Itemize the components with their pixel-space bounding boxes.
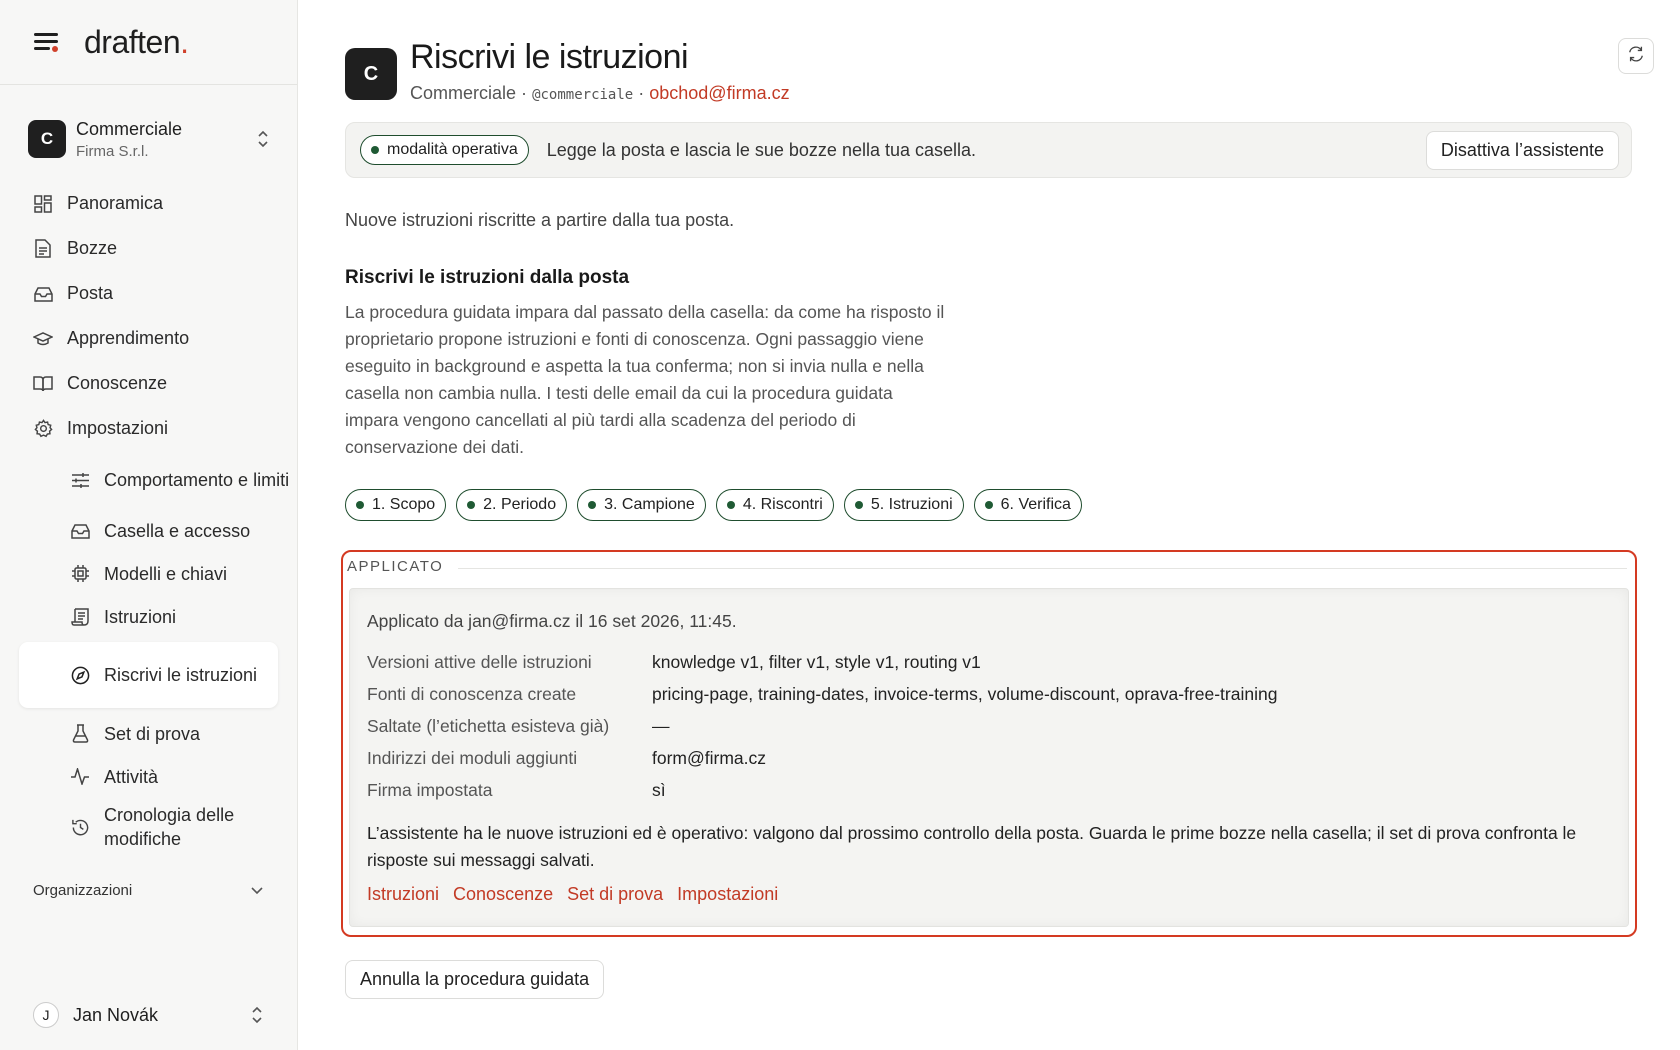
nav-label: Impostazioni	[67, 418, 169, 438]
sub-label: Attività	[104, 766, 159, 787]
sidebar-item-set-di-prova[interactable]	[0, 712, 297, 755]
step-dot	[588, 501, 596, 509]
step-riscontri[interactable]	[716, 489, 834, 521]
step-label: 4. Riscontri	[742, 496, 823, 513]
applied-links	[367, 884, 1611, 905]
detail-row	[367, 710, 1611, 742]
detail-key: Saltate (l’etichetta esisteva già)	[367, 715, 610, 736]
step-dot	[985, 501, 993, 509]
sidebar-item-modelli[interactable]	[0, 552, 297, 595]
nav-item-impostazioni[interactable]	[0, 406, 297, 451]
sub-label: Casella e accesso	[104, 520, 251, 541]
chevron-up-down-icon	[257, 130, 269, 148]
applied-by: Applicato da jan@firma.cz il 16 set 2026, 11:45.	[367, 611, 737, 631]
status-banner	[345, 122, 1632, 178]
applied-details	[367, 646, 1611, 806]
chip-icon	[70, 564, 90, 584]
sidebar-item-casella[interactable]	[0, 509, 297, 552]
assistant-avatar: C	[345, 48, 397, 100]
compass-icon	[70, 665, 90, 685]
sub-label: Modelli e chiavi	[104, 563, 228, 584]
nav-item-bozze[interactable]	[0, 226, 297, 271]
applied-card	[349, 588, 1629, 927]
org-switcher[interactable]	[0, 117, 297, 161]
detail-row	[367, 678, 1611, 710]
link-impostazioni[interactable]: Impostazioni	[677, 884, 779, 904]
step-dot	[727, 501, 735, 509]
detail-value: form@firma.cz	[652, 747, 767, 768]
nav-label: Panoramica	[67, 193, 164, 213]
lead-text: Nuove istruzioni riscritte a partire dalla tua posta.	[345, 210, 735, 230]
status-badge	[360, 135, 529, 165]
step-dot	[467, 501, 475, 509]
dashboard-icon	[33, 194, 53, 214]
sidebar-item-cronologia[interactable]	[0, 798, 297, 856]
page-title: Riscrivi le istruzioni	[410, 38, 689, 76]
sub-label: Istruzioni	[104, 606, 177, 627]
nav-label: Conoscenze	[67, 373, 168, 393]
nav-label: Posta	[67, 283, 114, 303]
gear-icon	[33, 419, 53, 439]
page-subtitle	[410, 83, 790, 104]
link-set-di-prova[interactable]: Set di prova	[567, 884, 664, 904]
wizard-steps	[345, 489, 1680, 521]
flask-icon	[70, 724, 90, 744]
user-menu[interactable]	[33, 1002, 263, 1028]
sub-label: Set di prova	[104, 723, 201, 744]
main-content	[345, 0, 1680, 989]
page-header	[345, 38, 1680, 104]
detail-value: —	[652, 715, 670, 736]
step-dot	[356, 501, 364, 509]
detail-key: Firma impostata	[367, 779, 493, 800]
inbox-icon	[33, 284, 53, 304]
step-label: 3. Campione	[604, 496, 695, 513]
applied-label: APPLICATO	[347, 558, 444, 575]
nav-label: Apprendimento	[67, 328, 190, 348]
status-dot	[371, 146, 379, 154]
brand-bar	[0, 0, 297, 85]
link-conoscenze[interactable]: Conoscenze	[453, 884, 554, 904]
separator: ·	[521, 83, 528, 103]
assistant-handle: @commerciale	[532, 87, 634, 103]
sidebar-item-riscrivi[interactable]	[19, 642, 278, 708]
sliders-icon	[70, 470, 90, 490]
step-istruzioni[interactable]	[844, 489, 964, 521]
chevron-down-icon	[251, 882, 263, 899]
banner-text: Legge la posta e lascia le sue bozze nella tua casella.	[546, 139, 977, 160]
deactivate-assistant-button[interactable]: Disattiva l’assistente	[1426, 131, 1619, 170]
nav-item-apprendimento[interactable]	[0, 316, 297, 361]
cancel-wizard-button[interactable]: Annulla la procedura guidata	[345, 960, 604, 999]
nav-item-posta[interactable]	[0, 271, 297, 316]
mode-label: modalità operativa	[387, 141, 518, 158]
step-scopo[interactable]	[345, 489, 446, 521]
detail-value: sì	[652, 779, 666, 800]
sub-label: Comportamento e limiti	[104, 470, 290, 490]
organizations-toggle[interactable]	[0, 870, 297, 910]
detail-value: knowledge v1, filter v1, style v1, routing v1	[652, 651, 981, 672]
refresh-icon	[1627, 45, 1645, 68]
org-name: Commerciale	[76, 118, 183, 139]
graduation-cap-icon	[33, 329, 53, 349]
brand-logo: draften.	[84, 23, 189, 60]
step-label: 1. Scopo	[372, 496, 436, 513]
nav-item-conoscenze[interactable]	[0, 361, 297, 406]
org-company: Firma S.r.l.	[76, 142, 149, 160]
separator: ·	[638, 83, 645, 103]
menu-icon[interactable]	[34, 32, 60, 52]
activity-icon	[70, 767, 90, 787]
assistant-email[interactable]: obchod@firma.cz	[649, 83, 790, 103]
step-label: 5. Istruzioni	[870, 496, 953, 513]
applied-section	[341, 550, 1637, 937]
step-periodo[interactable]	[456, 489, 567, 521]
link-istruzioni[interactable]: Istruzioni	[367, 884, 440, 904]
document-icon	[33, 239, 53, 259]
applied-note: L’assistente ha le nuove istruzioni ed è operativo: valgono dal prossimo controllo della posta. Guarda le prime bozze nella casella; il set di prova confronta le risposte sui messaggi salvati.	[367, 823, 1577, 870]
detail-row	[367, 774, 1611, 806]
nav-item-panoramica[interactable]	[0, 181, 297, 226]
sidebar-item-comportamento[interactable]	[0, 451, 297, 509]
step-campione[interactable]	[577, 489, 706, 521]
assistant-name: Commerciale	[410, 83, 517, 103]
divider	[458, 568, 1627, 569]
main-nav	[0, 181, 297, 856]
nav-label: Bozze	[67, 238, 118, 258]
step-label: 6. Verifica	[1000, 496, 1071, 513]
section-description: La procedura guidata impara dal passato della casella: da come ha risposto il proprietario propone istruzioni e fonti di conoscenza. Ogni passaggio viene eseguito in background e aspetta la tua conferma; non si invia nulla e nella casella non cambia nulla. I testi delle email da cui la procedura guidata impara vengono cancellati al più tardi alla scadenza del periodo di conservazione dei dati.	[345, 302, 945, 457]
section-title: Riscrivi le istruzioni dalla posta	[345, 267, 630, 288]
book-icon	[33, 374, 53, 394]
sub-label: Riscrivi le istruzioni	[104, 665, 258, 685]
organizations-label: Organizzazioni	[33, 881, 133, 899]
inbox-icon	[70, 521, 90, 541]
detail-row	[367, 742, 1611, 774]
sub-label: Cronologia delle modifiche	[104, 805, 235, 849]
sidebar-item-attivita[interactable]	[0, 755, 297, 798]
avatar: J	[33, 1002, 59, 1028]
detail-row	[367, 646, 1611, 678]
history-icon	[70, 817, 90, 837]
user-name: Jan Novák	[73, 1004, 159, 1025]
scroll-icon	[70, 607, 90, 627]
step-verifica[interactable]	[974, 489, 1082, 521]
chevron-up-down-icon	[251, 1006, 263, 1024]
step-dot	[855, 501, 863, 509]
detail-key: Fonti di conoscenza create	[367, 683, 577, 704]
detail-value: pricing-page, training-dates, invoice-terms, volume-discount, oprava-free-training	[652, 683, 1278, 704]
step-label: 2. Periodo	[483, 496, 557, 513]
detail-key: Indirizzi dei moduli aggiunti	[367, 747, 578, 768]
sidebar	[0, 0, 298, 1050]
org-avatar: C	[28, 120, 66, 158]
detail-key: Versioni attive delle istruzioni	[367, 651, 592, 672]
sidebar-item-istruzioni[interactable]	[0, 595, 297, 638]
refresh-button[interactable]	[1618, 38, 1654, 74]
